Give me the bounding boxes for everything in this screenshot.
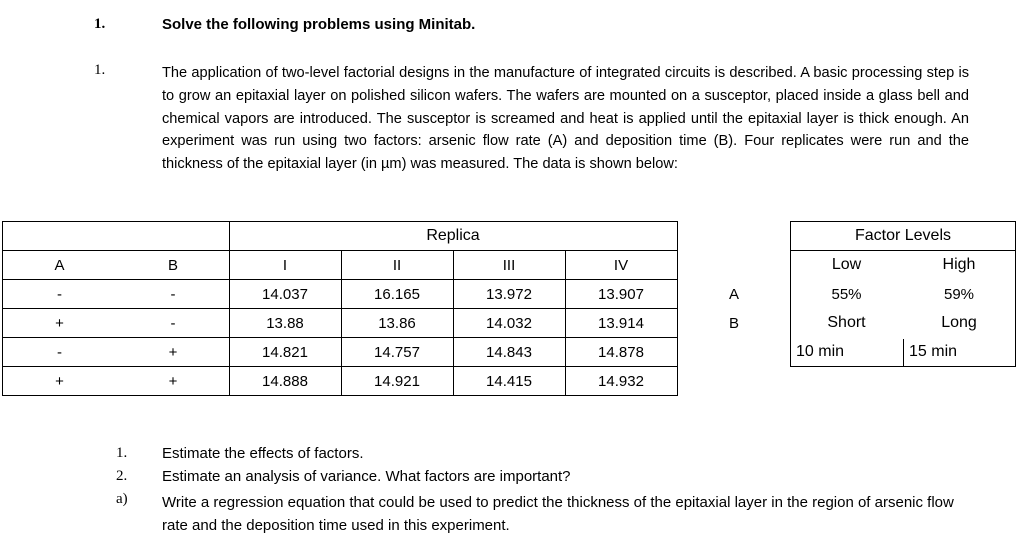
table-cell: 14.821 [262,343,308,361]
question-label: 1. [116,445,128,461]
table-row-sign-a: - [57,343,62,361]
table-row-sign-b: + [168,372,178,390]
factor-levels-title: Factor Levels [854,227,952,244]
factor-col-high: High [942,256,976,273]
factor-b-high-duration: 15 min [909,343,958,360]
col-header-replica-2: II [392,256,402,274]
table-cell: 13.972 [486,285,532,303]
table-cell: 13.914 [598,314,644,332]
factor-label-b: B [728,314,739,332]
col-header-b: B [167,256,178,274]
table-cell: 16.165 [374,285,420,303]
factor-b-low: Short [827,314,866,331]
factor-col-low: Low [831,256,862,273]
question-text: Estimate the effects of factors. [162,445,364,462]
factor-a-low: 55% [831,285,862,303]
table-row-sign-b: - [170,314,176,332]
question-label: a) [116,491,128,507]
col-header-replica-1: I [282,256,288,274]
table-row-sign-a: + [55,372,64,390]
replica-header: Replica [426,227,480,244]
problem-text: The application of two-level factorial designs in the manufacture of integrated circuits is described. A basic processing step is to grow an epitaxial layer on polished silicon wafers. The wafers are mounted on a susceptor, placed inside a glass bell and chemical vapors are introduced. The susceptor is screamed and heat is applied until the epitaxial layer is thick enough. An experiment was run using two factors: arsenic flow rate (A) and deposition time (B). Four replicates were run and the thickness of the epitaxial layer (in µm) was measured. The data is shown below: [162,65,969,173]
col-header-replica-3: III [502,256,516,274]
heading-number: 1. [94,16,106,32]
question-text: Write a regression equation that could be used to predict the thickness of the epitaxial layer in the region of arsenic flow rate and the deposition time used in this experiment. [162,494,954,534]
table-cell: 14.032 [486,314,532,332]
table-cell: 14.757 [374,343,420,361]
factor-label-a: A [728,285,739,303]
col-header-replica-4: IV [613,256,629,274]
table-cell: 13.86 [378,314,416,332]
factor-b-low-duration: 10 min [796,343,845,360]
table-row-sign-a: - [57,285,62,303]
table-row-sign-a: + [55,314,64,332]
factor-b-high: Long [941,314,977,331]
problem-number: 1. [94,62,106,78]
col-header-a: A [54,256,65,274]
table-cell: 14.037 [262,285,308,303]
table-cell: 14.415 [486,372,532,390]
table-cell: 14.932 [598,372,644,390]
table-cell: 14.921 [374,372,420,390]
table-cell: 13.88 [266,314,304,332]
table-cell: 14.888 [262,372,308,390]
question-text: Estimate an analysis of variance. What factors are important? [162,468,571,485]
table-cell: 14.878 [598,343,644,361]
factor-a-high: 59% [943,285,975,303]
table-row-sign-b: - [170,285,176,303]
table-row-sign-b: + [168,343,178,361]
question-label: 2. [116,468,128,484]
heading-title: Solve the following problems using Minitab. [162,16,476,33]
table-cell: 14.843 [486,343,532,361]
table-cell: 13.907 [598,285,644,303]
